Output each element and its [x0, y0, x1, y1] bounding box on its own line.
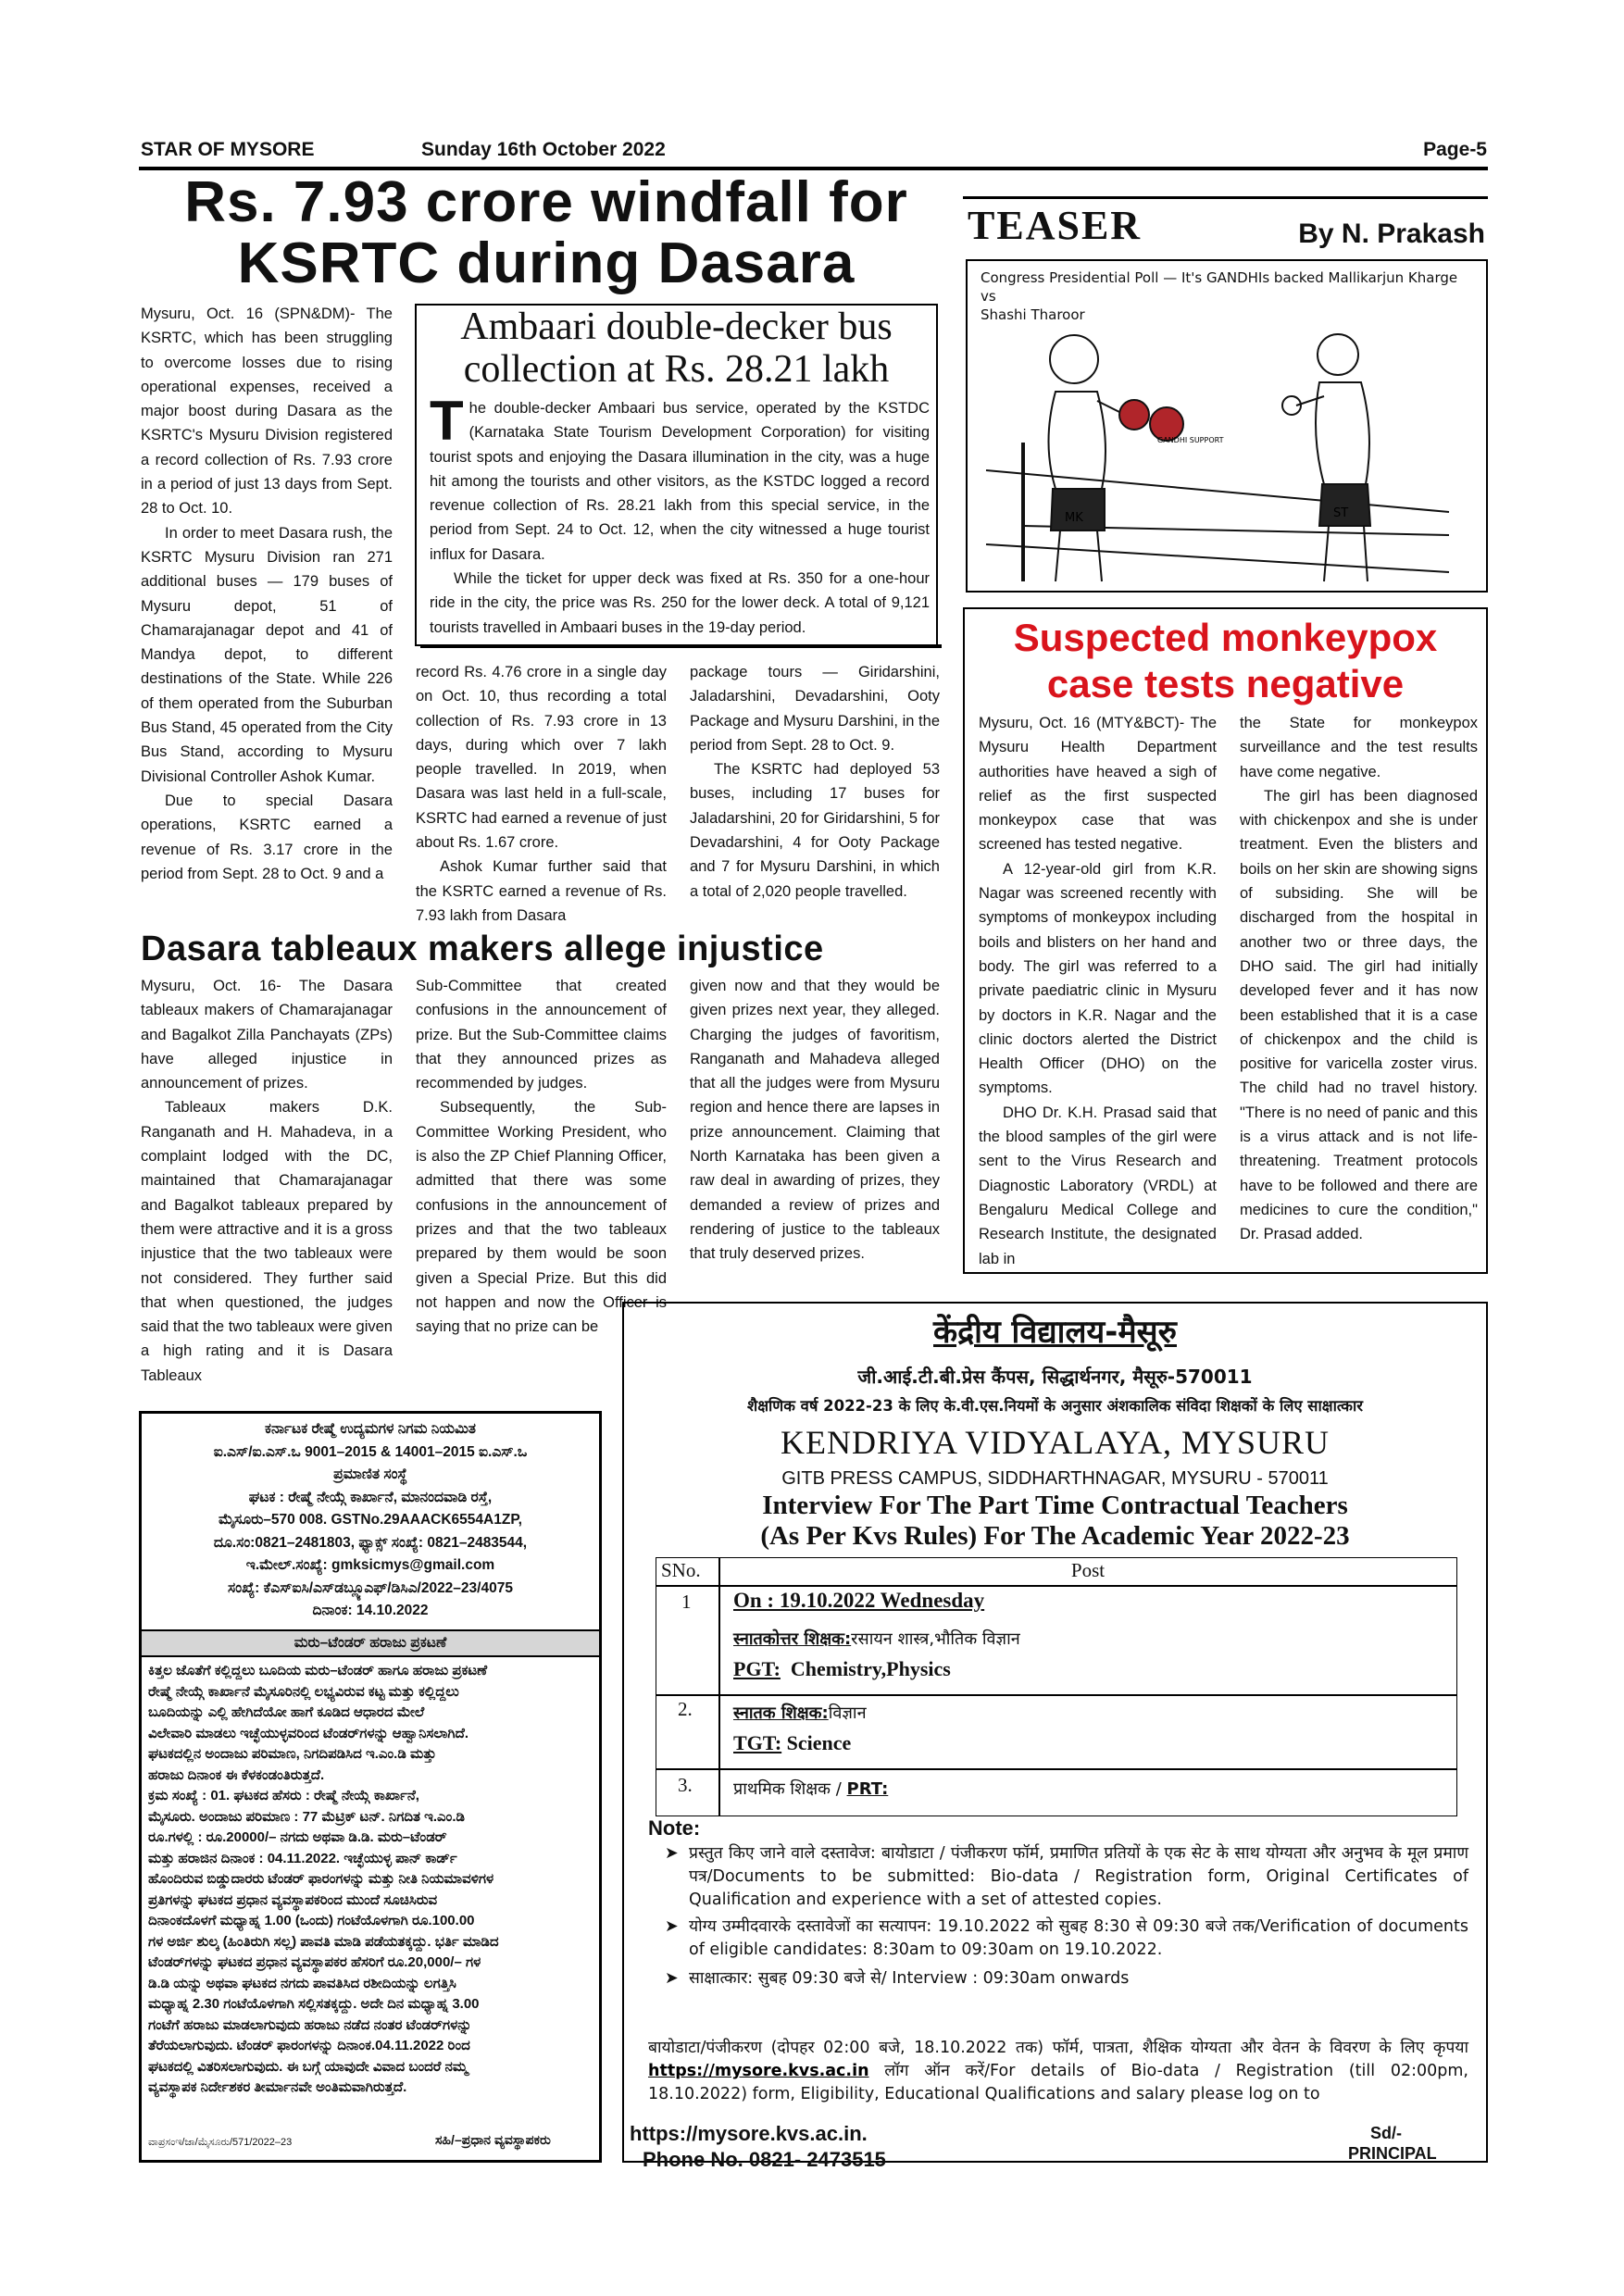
kv-row1-pgt-hindi-subjects: रसायन शास्त्र,भौतिक विज्ञान: [851, 1629, 1020, 1649]
ring-rope: [986, 544, 1449, 572]
kv-table-row-divider: [656, 1694, 1457, 1696]
left-boxer-leg: [1097, 530, 1102, 581]
ambaari-body: [430, 390, 930, 640]
ksrtc-headline-line2: KSRTC during Dasara: [237, 231, 856, 295]
left-boxer-glove: [1119, 400, 1149, 430]
tableaux-para: given now and that they would be given prizes next year, they alleged. Charging the judges of favoritism, Ranganath and Mahadeva alleged that all the judges were from Mysuru region and hence there are lapses in prize announcement. Claiming that North Karnataka has been given a raw deal in awarding of prizes, they demanded a review of prizes and rendering of justice to the tableaux that truly deserved prizes.: [690, 978, 940, 1263]
tableaux-column-1: [141, 974, 393, 1388]
ksrtc-column-1: [141, 302, 393, 886]
monkeypox-para: A 12-year-old girl from K.R. Nagar was screened recently with symptoms of monkeypox including boils and blisters on her hand and body. The girl was referred to a private paediatric clinic in Mysuru by doctors in K.R. Nagar and the clinic doctors alerted the District Health Officer (DHO) on the symptoms.: [979, 860, 1217, 1097]
monkeypox-headline-line1: Suspected monkeypox: [1013, 616, 1438, 659]
tender-ad-line: ಕಿತ್ತಲ ಜೊತೆಗೆ ಕಲ್ಲಿದ್ದಲು ಬೂದಿಯ ಮರು–ಟೆಂಡರ್ ಹಾಗೂ ಹರಾಜು ಪ್ರಕಟಣೆ: [148, 1663, 488, 1678]
ksrtc-para: Mysuru, Oct. 16 (SPN&DM)- The KSRTC, which has been struggling to overcome losses due to rising operational expenses, received a major boost during Dasara as the KSRTC's Mysuru Division registered a record collection of Rs. 7.93 crore in a period of just 13 days from Sept. 28 to Oct. 10.: [141, 306, 393, 518]
kv-details-paragraph: [648, 2037, 1468, 2106]
kv-table-header-divider: [656, 1585, 1457, 1587]
monkeypox-column-2: [1240, 711, 1478, 1247]
kv-note-label: Note:: [648, 1816, 701, 1840]
tableaux-para: Sub-Committee that created confusions in the announcement of prize. But the Sub-Committee claims that they announced prizes as recommended by judges.: [416, 978, 667, 1092]
tender-ad-line: ಗಳ ಅರ್ಜಿ ಶುಲ್ಕ (ಹಿಂತಿರುಗಿ ಸಲ್ಲ) ಪಾವತಿ ಮಾಡಿ ಪಡೆಯತಕ್ಕದ್ದು. ಭರ್ತಿ ಮಾಡಿದ: [148, 1933, 499, 1950]
right-boxer-leg: [1324, 526, 1329, 581]
ambaari-para-1-text: he double-decker Ambaari bus service, operated by the KSTDC (Karnataka State Tourism Development Corporation) for visiting tourist spots and enjoying the Dasara illumination in the city, was a huge hit among the tourists and other visitors, as the KSTDC logged a record revenue collection of Rs. 28.21 lakh from this special service, in the period from Sept. 24 to Oct. 12, when the city witnessed a huge tourist influx for Dasara.: [430, 400, 930, 563]
ambaari-headline: [417, 306, 936, 391]
monkeypox-para: the State for monkeypox surveillance and the test results have come negative.: [1240, 715, 1478, 780]
kv-interview-line1: Interview For The Part Time Contractual Teachers: [762, 1491, 1348, 1520]
monkeypox-headline-line2: case tests negative: [1046, 662, 1405, 705]
cartoon-label-st: ST: [1333, 506, 1349, 520]
ksrtc-para: package tours — Giridarshini, Jaladarshini, Devadarshini, Ooty Package and Mysuru Darshini, in the period from Sept. 28 to Oct. 9.: [690, 664, 940, 754]
tender-ad-line: ಮತ್ತು ಹರಾಜಿನ ದಿನಾಂಕ : 04.11.2022. ಇಚ್ಛೆಯುಳ್ಳ ಪಾನ್ ಕಾರ್ಡ್: [148, 1850, 457, 1866]
ambaari-box-shadow: [420, 644, 942, 648]
monkeypox-headline: [965, 615, 1486, 707]
ksrtc-headline-line1: Rs. 7.93 crore windfall for: [184, 170, 908, 234]
kv-note-item: [665, 1967, 1468, 1990]
ksrtc-para: In order to meet Dasara rush, the KSRTC Mysuru Division ran 271 additional buses — 179 buses of Mysuru depot, 51 of Chamarajanagar depot and 41 of Mandya depot, to different destinations of the State. While 226 of them operated from the Suburban Bus Stand, 45 operated from the City Bus Stand, according to Mysuru Divisional Controller Ashok Kumar.: [141, 524, 393, 785]
kv-note-item: [665, 1842, 1468, 1912]
kv-row3-prt-label: PRT:: [846, 1779, 889, 1799]
tender-ad-header: [146, 1418, 594, 1623]
kv-website-link[interactable]: https://mysore.kvs.ac.in: [648, 2062, 869, 2080]
kv-note-item: [665, 1915, 1468, 1962]
tender-ad-date: ದಿನಾಂಕ: 14.10.2022: [312, 1603, 429, 1618]
tender-ad-line: ಘಟಕದಲ್ಲಿ ವಿತರಿಸಲಾಗುವುದು. ಈ ಬಗ್ಗೆ ಯಾವುದೇ ವಿವಾದ ಬಂದರೆ ನಮ್ಮ: [148, 2058, 468, 2075]
kv-note-2: योग्य उम्मीदवारके दस्तावेजों का सत्यापन: 19.10.2022 को सुबह 8:30 से 09:30 बजे तक/Verification of documents of eligible candidates: 8:30am to 09:30am on 19.10.2022.: [689, 1917, 1468, 1959]
boxing-cartoon: [968, 304, 1486, 591]
ksrtc-headline: [139, 172, 954, 294]
tender-ad-phone: ದೂ.ಸಂ:0821–2481803, ಫ್ಯಾಕ್ಸ್ ಸಂಖ್ಯೆ: 0821–2483544,: [213, 1534, 528, 1551]
kv-row3-prt: [733, 1778, 888, 1800]
ambaari-para-1: [430, 390, 930, 567]
ambaari-para-2: While the ticket for upper deck was fixed at Rs. 350 for a one-hour ride in the city, the price was Rs. 250 for the lower deck. A total of 9,121 tourists travelled in Ambaari buses in the 19-day period.: [430, 570, 930, 636]
kv-row1-pgt-hindi-label: स्नातकोत्तर शिक्षक:: [733, 1629, 852, 1649]
tableaux-column-2: [416, 974, 667, 1339]
cartoon-glove-text: GANDHI SUPPORT: [1157, 436, 1224, 444]
kv-interview-heading: [624, 1491, 1486, 1552]
kv-address-hindi: जी.आई.टी.बी.प्रेस कैंपस, सिद्धार्थनगर, मैसूरु-570011: [857, 1366, 1253, 1388]
kv-note-1: प्रस्तुत किए जाने वाले दस्तावेज: बायोडाटा / पंजीकरण फॉर्म, प्रमाणित प्रतियों के एक सेट के साथ योग्यता और अनुभव के मूल प्रमाण पत्र/Documents to be submitted: Bio-data / Registration form, Original Certificates of Qualification and experience with a set of attested copies.: [689, 1844, 1468, 1909]
right-boxer-head: [1318, 334, 1358, 375]
tableaux-para: Subsequently, the Sub-Committee Working President, who is also the ZP Chief Planning Officer, admitted that there was some confusions in the announcement of prizes and that the two tableaux prepared by them would be soon given a Special Prize. But this did not happen and now the Officer is saying that no prize can be: [416, 1099, 667, 1336]
cartoon-caption-line2: Shashi Tharoor: [981, 306, 1085, 323]
kv-signature: Sd/-: [1370, 2124, 1402, 2142]
left-boxer-body: [1049, 392, 1106, 489]
tender-ad-line: ಗಂಟೆಗೆ ಹರಾಜು ಮಾಡಲಾಗುವುದು ಹರಾಜು ನಡೆದ ನಂತರ ಟೆಂಡರ್‌ಗಳನ್ನು: [148, 2016, 472, 2033]
right-boxer-body: [1316, 382, 1369, 484]
kv-table-row-divider: [656, 1768, 1457, 1770]
ksrtc-column-2: [416, 660, 667, 928]
ksrtc-para: record Rs. 4.76 crore in a single day on Oct. 10, thus recording a total collection of Rs. 7.93 crore in 13 days, during which over 7 lakh people travelled. In 2019, when Dasara was last held in a full-scale, KSRTC had earned a revenue of just about Rs. 1.67 crore.: [416, 664, 667, 852]
kv-details-text-a: बायोडाटा/पंजीकरण (दोपहर 02:00 बजे, 18.10.2022 तक) फॉर्म, पात्रता, शैक्षिक योग्यता और वेतन के विवरण के लिए कृपया: [648, 2039, 1468, 2057]
left-boxer-head: [1050, 335, 1098, 383]
ambaari-dropcap: T: [430, 390, 464, 452]
ksrtc-para: Due to special Dasara operations, KSRTC earned a revenue of Rs. 3.17 crore in the period from Sept. 28 to Oct. 9 and a: [141, 792, 393, 882]
tender-ad-org: ಕರ್ನಾಟಕ ರೇಷ್ಮೆ ಉದ್ಯಮಗಳ ನಿಗಮ ನಿಯಮಿತ: [264, 1421, 476, 1437]
tender-ad-footer-right: ಸಹಿ/–ಪ್ರಧಾನ ವ್ಯವಸ್ಥಾಪಕರು: [435, 2132, 551, 2147]
monkeypox-para: Mysuru, Oct. 16 (MTY&BCT)- The Mysuru Health Department authorities have heaved a sigh of relief as the first suspected monkeypox case that was screened has tested negative.: [979, 715, 1217, 854]
kv-row3-sno: 3.: [678, 1774, 693, 1796]
kv-title-english: KENDRIYA VIDYALAYA, MYSURU: [780, 1424, 1330, 1461]
kv-notice-hindi: शैक्षणिक वर्ष 2022-23 के लिए के.वी.एस.नियमों के अनुसार अंशकालिक संविदा शिक्षकों के लिए साक्षात्कार: [746, 1397, 1363, 1415]
tender-ad-line: ಮೈಸೂರು. ಅಂದಾಜು ಪರಿಮಾಣ : 77 ಮೆಟ್ರಿಕ್ ಟನ್. ನಿಗದಿತ ಇ.ಎಂ.ಡಿ: [148, 1808, 465, 1825]
kv-table-header-post: Post: [1070, 1559, 1106, 1581]
bullet-arrow-icon: ➤: [665, 1969, 679, 1988]
tender-ad-line: ಹರಾಜು ದಿನಾಂಕ ಈ ಕೆಳಕಂಡಂತಿರುತ್ತದೆ.: [148, 1766, 325, 1783]
tender-ad-line: ಮಧ್ಯಾಹ್ನ 2.30 ಗಂಟೆಯೊಳಗಾಗಿ ಸಲ್ಲಿಸತಕ್ಕದ್ದು. ಅದೇ ದಿನ ಮಧ್ಯಾಹ್ನ 3.00: [148, 1996, 480, 2012]
teaser-title: TEASER: [968, 203, 1143, 248]
kv-notes: [665, 1842, 1468, 1990]
kv-title-hindi: केंद्रीय विद्यालय-मैसूरु: [933, 1314, 1177, 1351]
tender-ad-line: ಕ್ರಮ ಸಂಖ್ಯೆ : 01. ಘಟಕದ ಹೆಸರು : ರೇಷ್ಮೆ ನೇಯ್ಗೆ ಕಾರ್ಖಾನೆ,: [148, 1788, 419, 1803]
kv-interview-line2: (As Per Kvs Rules) For The Academic Year 2022-23: [760, 1521, 1350, 1551]
kv-table-header-sno: SNo.: [661, 1559, 701, 1581]
ambaari-headline-line2: collection at Rs. 28.21 lakh: [463, 348, 890, 391]
teaser-byline: By N. Prakash: [1298, 218, 1485, 249]
tender-ad-ref: ಸಂಖ್ಯೆ: ಕೆಎಸ್ಐಸಿ/ಎಸ್‌ಡಬ್ಲ್ಯೂಎಫ್/ಡಿಸಿಎ/2022–23/4075: [228, 1579, 513, 1596]
left-boxer-leg: [1056, 530, 1060, 581]
tender-ad-iso: ಐ.ಎಸ್/ಐ.ಎಸ್.ಒ 9001–2015 & 14001–2015 ಐ.ಎಸ್.ಒ: [213, 1443, 528, 1460]
cartoon-label-mk: MK: [1065, 511, 1083, 525]
kv-phone: Phone No. 0821- 2473515: [643, 2148, 886, 2171]
tender-ad-certified: ಪ್ರಮಾಣಿತ ಸಂಸ್ಥೆ: [333, 1466, 407, 1482]
kv-row1-date: On : 19.10.2022 Wednesday: [733, 1589, 985, 1612]
teaser-top-rule: [963, 196, 1488, 199]
kv-table-col-divider: [718, 1557, 720, 1816]
ambaari-headline-line1: Ambaari double-decker bus: [460, 306, 893, 348]
kv-row2-tgt-hindi-label: स्नातक शिक्षक:: [733, 1703, 829, 1723]
tableaux-column-3: [690, 974, 940, 1267]
tender-ad-line: ತೆರೆಯಲಾಗುವುದು. ಟೆಂಡರ್ ಫಾರಂಗಳನ್ನು ದಿನಾಂಕ.04.11.2022 ರಿಂದ: [148, 2038, 470, 2053]
kv-row2-tgt-subject: Science: [786, 1731, 852, 1754]
ksrtc-column-3: [690, 660, 940, 904]
tender-ad-footer-left: ವಾಪ್ರಸಂಇ/ಜಾ/ಮೈಸೂರು/571/2022–23: [148, 2137, 293, 2148]
ksrtc-para: Ashok Kumar further said that the KSRTC earned a revenue of Rs. 7.93 lakh from Dasara: [416, 858, 667, 924]
tender-ad-gst: ಮೈಸೂರು–570 008. GSTNo.29AAACK6554A1ZP,: [219, 1512, 522, 1528]
masthead-date: Sunday 16th October 2022: [421, 139, 666, 160]
tableaux-para: Mysuru, Oct. 16- The Dasara tableaux makers of Chamarajanagar and Bagalkot Zilla Panchayats (ZPs) have alleged injustice in announcement of prizes.: [141, 978, 393, 1092]
kv-row2-tgt-hindi-subject: विज्ञान: [828, 1703, 867, 1723]
kv-principal: PRINCIPAL: [1348, 2144, 1437, 2163]
tender-ad-body: [148, 1661, 596, 2099]
monkeypox-para: DHO Dr. K.H. Prasad said that the blood samples of the girl were sent to the Virus Research and Diagnostic Laboratory (VRDL) at Bengaluru Medical College and Research Institute, the designated lab in: [979, 1104, 1217, 1267]
monkeypox-column-1: [979, 711, 1217, 1271]
tender-ad-band: ಮರು–ಟೆಂಡರ್ ಹರಾಜು ಪ್ರಕಟಣೆ: [142, 1629, 599, 1657]
kv-address-english: GITB PRESS CAMPUS, SIDDHARTHNAGAR, MYSURU - 570011: [781, 1468, 1329, 1489]
kv-website[interactable]: https://mysore.kvs.ac.in.: [630, 2122, 868, 2145]
tender-ad-line: ವಿಲೇವಾರಿ ಮಾಡಲು ಇಚ್ಛೆಯುಳ್ಳವರಿಂದ ಟೆಂಡರ್‌ಗಳನ್ನು ಆಹ್ವಾನಿಸಲಾಗಿದೆ.: [148, 1725, 469, 1741]
tender-ad-line: ಬೂದಿಯನ್ನು ಎಲ್ಲಿ ಹೇಗಿದೆಯೋ ಹಾಗೆ ಕೂಡಿದ ಆಧಾರದ ಮೇಲೆ: [148, 1704, 425, 1720]
tableaux-para: Tableaux makers D.K. Ranganath and H. Mahadeva, in a complaint lodged with the DC, maintained that Chamarajanagar and Bagalkot tableaux prepared by them were attractive and it is a gross injustice that the two tableaux were not considered. They further said that when questioned, the judges said that the two tableaux were given a high rating and it is Dasara Tableaux: [141, 1099, 393, 1384]
ksrtc-para: The KSRTC had deployed 53 buses, including 17 buses for Jaladarshini, 20 for Giridarshini, 5 for Devadarshini, 4 for Ooty Package and 7 for Mysuru Darshini, in which a total of 2,020 people travelled.: [690, 761, 940, 900]
tender-ad-line: ರೇಷ್ಮೆ ನೇಯ್ಗೆ ಕಾರ್ಖಾನೆ ಮೈಸೂರಿನಲ್ಲಿ ಲಭ್ಯವಿರುವ ಕಟ್ಟ ಮತ್ತು ಕಲ್ಲಿದ್ದಲು: [148, 1683, 459, 1700]
tender-ad-line: ಡಿ.ಡಿ ಯನ್ನು ಅಥವಾ ಘಟಕದ ನಗದು ಪಾವತಿಸಿದ ರಶೀದಿಯನ್ನು ಲಗತ್ತಿಸಿ: [148, 1975, 456, 1991]
kv-row1-sno: 1: [681, 1591, 692, 1613]
kv-row2-tgt: [733, 1731, 851, 1755]
kv-row1-pgt-label: PGT:: [733, 1657, 781, 1680]
tableaux-headline: Dasara tableaux makers allege injustice: [141, 930, 824, 968]
tender-ad-line: ಪ್ರತಿಗಳನ್ನು ಘಟಕದ ಪ್ರಧಾನ ವ್ಯವಸ್ಥಾಪಕರಿಂದ ಮುಂದೆ ಸೂಚಿಸಿರುವ: [148, 1891, 438, 1908]
tender-ad-line: ಹೊಂದಿರುವ ಬಿಡ್ಡುದಾರರು ಟೆಂಡರ್ ಫಾರಂಗಳನ್ನು ಮತ್ತು ನೀತಿ ನಿಯಮಾವಳಿಗಳ: [148, 1871, 494, 1887]
bullet-arrow-icon: ➤: [665, 1917, 679, 1936]
masthead-page-number: Page-5: [1423, 139, 1487, 160]
bullet-arrow-icon: ➤: [665, 1844, 679, 1863]
cartoon-caption-line1: Congress Presidential Poll — It's GANDHIs backed Mallikarjun Kharge vs: [981, 269, 1458, 305]
masthead-paper-name: STAR OF MYSORE: [141, 139, 315, 160]
tender-ad-line: ರೂ.ಗಳಲ್ಲಿ : ರೂ.20000/– ನಗದು ಅಥವಾ ಡಿ.ಡಿ. ಮರು–ಟೆಂಡರ್: [148, 1829, 447, 1845]
tender-ad-email: gmksicmys@gmail.com: [331, 1557, 495, 1573]
kv-row2-tgt-hindi: [733, 1702, 867, 1724]
monkeypox-para: The girl has been diagnosed with chickenpox and she is under treatment. Even the blisters and boils on her skin are showing signs of subsiding. She will be discharged from the hospital in another two or three days, the DHO said. The girl had initially developed fever and it has now been established that it is a case of chickenpox and the child is positive for varicella zoster virus. The child had no travel history. "There is no need of panic and this is a virus attack and is not life-threatening. Treatment protocols have to be followed and there are medicines to cure the condition," Dr. Prasad added.: [1240, 787, 1478, 1243]
kv-row3-prt-hindi: प्राथमिक शिक्षक /: [733, 1779, 842, 1799]
kv-note-3: साक्षात्कार: सुबह 09:30 बजे से/ Interview : 09:30am onwards: [689, 1969, 1130, 1988]
tender-ad-email-row: [146, 1554, 594, 1578]
tender-ad-line: ಟೆಂಡರ್‌ಗಳನ್ನು ಘಟಕದ ಪ್ರಧಾನ ವ್ಯವಸ್ಥಾಪಕರ ಹೆಸರಿಗೆ ರೂ.20,000/– ಗಳ: [148, 1954, 481, 1970]
tender-ad-line: ವ್ಯವಸ್ಥಾಪಕ ನಿರ್ದೇಶಕರ ತೀರ್ಮಾನವೇ ಅಂತಿಮವಾಗಿರುತ್ತದೆ.: [148, 2079, 407, 2095]
kv-row1-pgt-hindi: [733, 1628, 1020, 1650]
kv-row1-pgt-subjects: Chemistry,Physics: [790, 1657, 951, 1680]
kv-details-text-b: लॉग ऑन करें/For details of Bio-data / Registration (till 02:00pm, 18.10.2022) form, Eligibility, Educational Qualifications and salary please log on to: [648, 2062, 1468, 2103]
cartoon-frame: [966, 259, 1488, 593]
kv-row2-sno: 2.: [678, 1698, 693, 1720]
kv-row1-pgt: [733, 1657, 951, 1681]
tender-ad-line: ಘಟಕದಲ್ಲಿನ ಅಂದಾಜು ಪರಿಮಾಣ, ನಿಗದಿಪಡಿಸಿದ ಇ.ಎಂ.ಡಿ ಮತ್ತು: [148, 1746, 437, 1762]
kv-row2-tgt-label: TGT:: [733, 1731, 782, 1754]
tender-ad-unit: ಘಟಕ : ರೇಷ್ಮೆ ನೇಯ್ಗೆ ಕಾರ್ಖಾನೆ, ಮಾನಂದವಾಡಿ ರಸ್ತೆ,: [248, 1489, 493, 1505]
tender-ad-email-label: ಇ.ಮೇಲ್.ಸಂಖ್ಯೆ:: [245, 1557, 328, 1573]
tender-ad-line: ದಿನಾಂಕದೊಳಗೆ ಮಧ್ಯಾಹ್ನ 1.00 (ಒಂದು) ಗಂಟೆಯೊಳಗಾಗಿ ರೂ.100.00: [148, 1913, 475, 1928]
